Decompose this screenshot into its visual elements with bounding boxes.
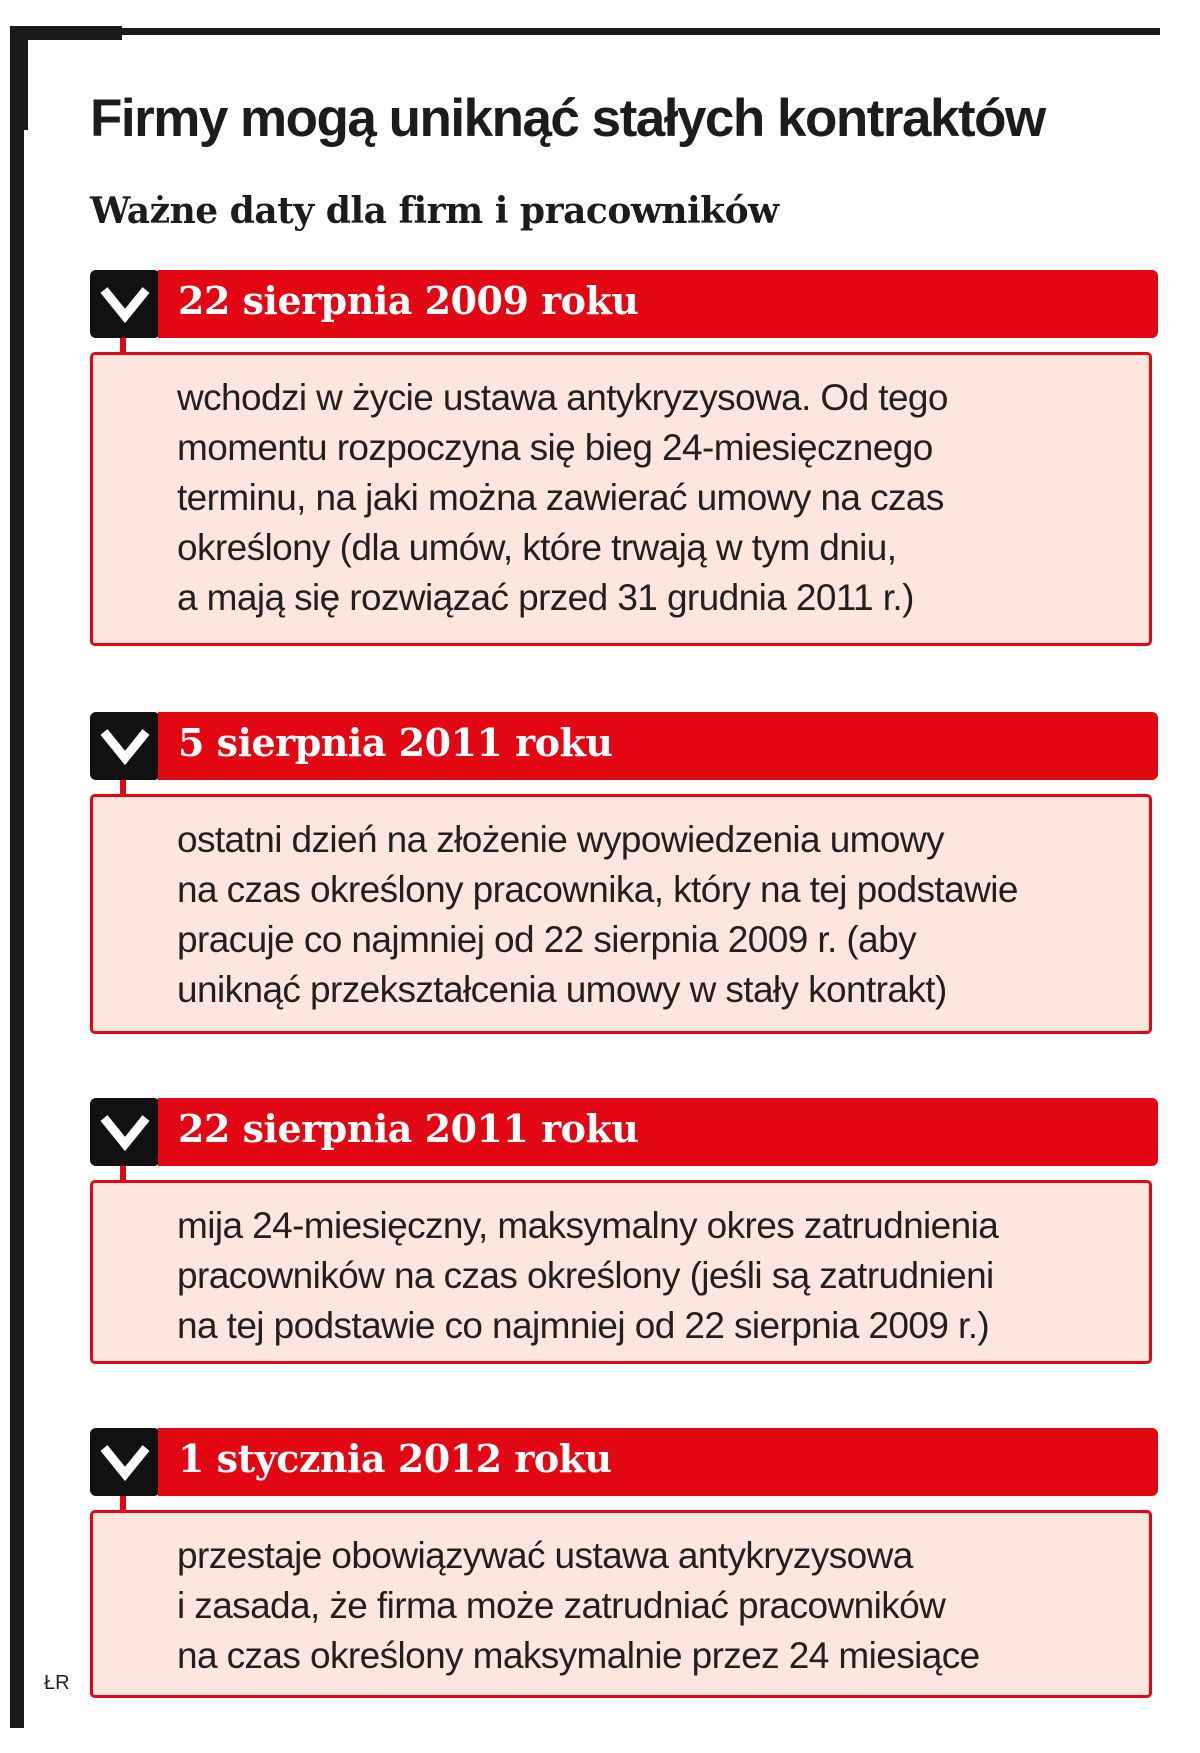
frame-left-rule [10, 30, 24, 1728]
timeline-entry [90, 712, 1158, 1010]
entry-date: 1 stycznia 2012 roku [178, 1436, 612, 1481]
timeline-entry [90, 1098, 1158, 1346]
description-line: na czas określony maksymalnie przez 24 miesiące [177, 1635, 980, 1676]
chevron-down-icon [90, 1428, 160, 1496]
entry-date: 22 sierpnia 2011 roku [178, 1106, 639, 1151]
description-line: wchodzi w życie ustawa antykryzysowa. Od tego [177, 377, 948, 418]
description-line: terminu, na jaki można zawierać umowy na czas [177, 477, 944, 518]
description-line: pracowników na czas określony (jeśli są zatrudnieni [177, 1255, 994, 1296]
timeline-entry [90, 1428, 1158, 1676]
timeline-entry [90, 270, 1158, 618]
entry-description [90, 794, 1152, 1034]
chevron-down-icon [90, 1098, 160, 1166]
description-line: na czas określony pracownika, który na tej podstawie [177, 869, 1018, 910]
timeline-entry-header [90, 270, 1158, 338]
description-line: momentu rozpoczyna się bieg 24-miesięcznego [177, 427, 933, 468]
description-line: i zasada, że firma może zatrudniać pracowników [177, 1585, 946, 1626]
entry-description [90, 352, 1152, 646]
page-subtitle: Ważne daty dla firm i pracowników [90, 190, 779, 232]
entry-date: 22 sierpnia 2009 roku [178, 278, 639, 323]
description-line: a mają się rozwiązać przed 31 grudnia 2011 r.) [177, 577, 914, 618]
description-line: pracuje co najmniej od 22 sierpnia 2009 r. (aby [177, 919, 916, 960]
author-credit: ŁR [44, 1672, 70, 1694]
chevron-down-icon [90, 270, 160, 338]
description-line: przestaje obowiązywać ustawa antykryzysowa [177, 1535, 913, 1576]
entry-description [90, 1180, 1152, 1364]
page-title: Firmy mogą uniknąć stałych kontraktów [90, 89, 1045, 148]
timeline-entry-header [90, 712, 1158, 780]
entry-date: 5 sierpnia 2011 roku [178, 720, 613, 765]
description-line: na tej podstawie co najmniej od 22 sierpnia 2009 r.) [177, 1305, 990, 1346]
description-line: mija 24-miesięczny, maksymalny okres zatrudnienia [177, 1205, 999, 1246]
description-line: uniknąć przekształcenia umowy w stały kontrakt) [177, 969, 947, 1010]
timeline-entry-header [90, 1098, 1158, 1166]
timeline-entry-header [90, 1428, 1158, 1496]
chevron-down-icon [90, 712, 160, 780]
frame-top-rule [10, 28, 1160, 35]
entry-description [90, 1510, 1152, 1698]
description-line: określony (dla umów, które trwają w tym dniu, [177, 527, 897, 568]
description-line: ostatni dzień na złożenie wypowiedzenia umowy [177, 819, 944, 860]
